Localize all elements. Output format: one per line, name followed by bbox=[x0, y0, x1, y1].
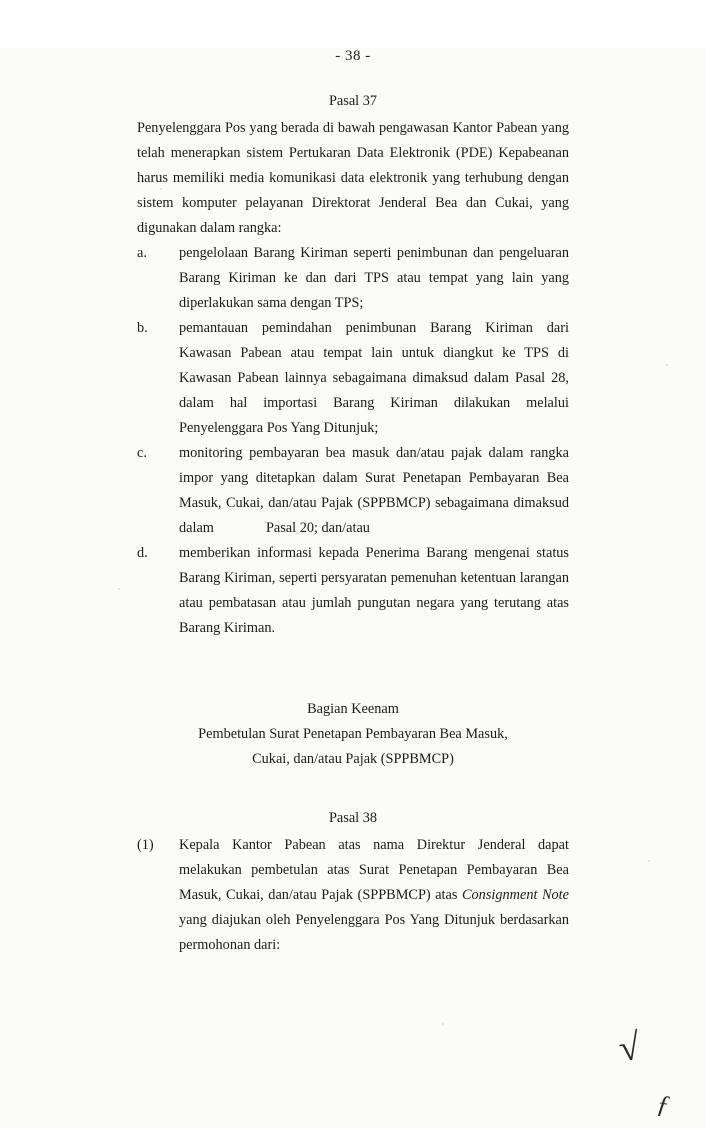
section-six-title: Bagian Keenam bbox=[307, 701, 399, 717]
scan-speck bbox=[118, 588, 120, 590]
list-item-text: memberikan informasi kepada Penerima Barang mengenai status Barang Kiriman, seperti persyaratan pemenuhan ketentuan larangan atau pembatasan atau jumlah pungutan negara yang terutang atas Barang Kiriman. bbox=[179, 545, 569, 636]
list-item-marker: c. bbox=[137, 445, 147, 461]
list-item bbox=[137, 541, 569, 641]
list-item bbox=[137, 316, 569, 441]
list-item-text bbox=[179, 441, 569, 541]
list-item bbox=[137, 833, 569, 958]
spacer bbox=[137, 641, 569, 667]
scan-speck bbox=[160, 188, 162, 190]
list-item-text-after-italic: yang diajukan oleh Penyelenggara Pos Yang Ditunjuk berdasarkan permohonan dari: bbox=[179, 912, 569, 953]
scan-artifact-text bbox=[285, 110, 435, 124]
section-six-subtitle-line2: Cukai, dan/atau Pajak (SPPBMCP) bbox=[252, 751, 454, 767]
document-page bbox=[0, 48, 706, 1128]
scan-speck bbox=[666, 364, 668, 366]
list-item-marker: a. bbox=[137, 245, 147, 261]
handwritten-check-mark: √ bbox=[616, 1025, 643, 1071]
list-item bbox=[137, 441, 569, 541]
article-37-heading: Pasal 37 bbox=[328, 93, 378, 109]
scan-speck bbox=[648, 860, 650, 862]
list-item-text bbox=[179, 833, 569, 958]
spacer bbox=[137, 772, 569, 806]
list-item-text-part1: monitoring pembayaran bea masuk dan/atau pajak dalam rangka impor yang ditetapkan dalam Surat Penetapan Pembayaran Bea Masuk, Cukai, dan/atau Pajak (SPPBMCP) sebagaimana dimaksud dalam bbox=[179, 445, 569, 536]
article-37-list bbox=[137, 241, 569, 641]
handwritten-initial-mark: ƒ bbox=[654, 1089, 673, 1120]
article-38-heading: Pasal 38 bbox=[328, 810, 378, 826]
list-item bbox=[137, 241, 569, 316]
list-item-text-part2: Pasal 20; dan/atau bbox=[265, 520, 370, 536]
list-item-text: pengelolaan Barang Kiriman seperti penimbunan dan pengeluaran Barang Kiriman ke dan dari TPS atau tempat yang lain yang diperlakukan sama dengan TPS; bbox=[179, 245, 569, 311]
list-item-text-italic: Consignment Note bbox=[461, 887, 569, 903]
list-item-marker: d. bbox=[137, 545, 148, 561]
scan-speck bbox=[442, 1023, 444, 1025]
list-item-marker: (1) bbox=[137, 837, 154, 853]
document-body bbox=[137, 65, 569, 958]
article-37-body: Penyelenggara Pos yang berada di bawah pengawasan Kantor Pabean yang telah menerapkan sistem Pertukaran Data Elektronik (PDE) Kepabeanan harus memiliki media komunikasi data elektronik yang terhubung dengan sistem komputer pelayanan Direktorat Jenderal Bea dan Cukai, yang digunakan dalam rangka: bbox=[137, 120, 569, 236]
page-number: - 38 - bbox=[335, 48, 371, 64]
section-six-subtitle-line1: Pembetulan Surat Penetapan Pembayaran Bea Masuk, bbox=[198, 726, 508, 742]
list-item-marker: b. bbox=[137, 320, 148, 336]
list-item-text-before-italic: Kepala Kantor Pabean atas nama Direktur Jenderal dapat melakukan pembetulan atas Surat Penetapan Pembayaran Bea Masuk, Cukai, dan/atau Pajak (SPPBMCP) atas bbox=[179, 837, 569, 903]
list-item-text: pemantauan pemindahan penimbunan Barang Kiriman dari Kawasan Pabean atau tempat lain untuk diangkut ke TPS di Kawasan Pabean lainnya sebagaimana dimaksud dalam Pasal 28, dalam hal importasi Barang Kiriman dilakukan melalui Penyelenggara Pos Yang Ditunjuk; bbox=[179, 320, 569, 436]
article-38-list bbox=[137, 833, 569, 958]
